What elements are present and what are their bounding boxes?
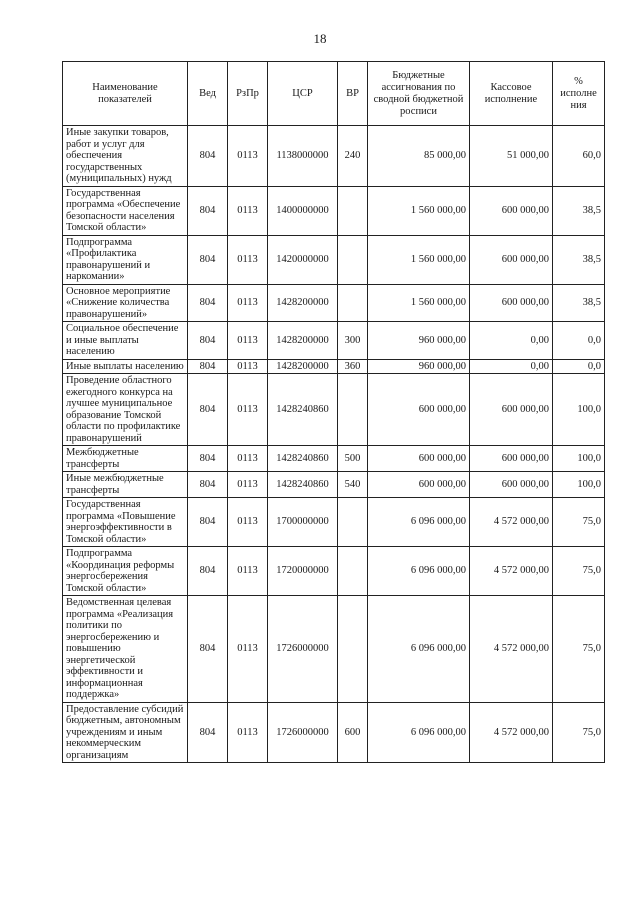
cell-assignments: 1 560 000,00 <box>368 235 470 284</box>
cell-rzpr: 0113 <box>228 596 268 703</box>
cell-vr: 500 <box>338 446 368 472</box>
cell-name: Иные выплаты населению <box>63 359 188 374</box>
cell-rzpr: 0113 <box>228 374 268 446</box>
cell-vr <box>338 547 368 596</box>
cell-cash-execution: 600 000,00 <box>470 472 553 498</box>
table-row <box>63 126 605 187</box>
cell-ved: 804 <box>188 498 228 547</box>
cell-percent-execution: 100,0 <box>553 446 605 472</box>
cell-ved: 804 <box>188 702 228 763</box>
cell-cash-execution: 4 572 000,00 <box>470 702 553 763</box>
cell-rzpr: 0113 <box>228 126 268 187</box>
cell-vr: 300 <box>338 322 368 360</box>
cell-vr <box>338 498 368 547</box>
cell-vr <box>338 186 368 235</box>
cell-csr: 1428240860 <box>268 472 338 498</box>
table-row <box>63 374 605 446</box>
cell-ved: 804 <box>188 186 228 235</box>
cell-cash-execution: 600 000,00 <box>470 284 553 322</box>
table-row <box>63 547 605 596</box>
cell-csr: 1428200000 <box>268 322 338 360</box>
cell-name: Проведение областного ежегодного конкурса на лучшее муниципальное образование Томской области по профилактике правонарушений <box>63 374 188 446</box>
cell-rzpr: 0113 <box>228 498 268 547</box>
cell-name: Межбюджетные трансферты <box>63 446 188 472</box>
cell-vr: 600 <box>338 702 368 763</box>
cell-assignments: 960 000,00 <box>368 359 470 374</box>
table-header-row <box>63 62 605 126</box>
cell-ved: 804 <box>188 547 228 596</box>
cell-name: Основное мероприятие «Снижение количества правонарушений» <box>63 284 188 322</box>
cell-assignments: 85 000,00 <box>368 126 470 187</box>
cell-csr: 1726000000 <box>268 702 338 763</box>
cell-assignments: 1 560 000,00 <box>368 284 470 322</box>
cell-rzpr: 0113 <box>228 446 268 472</box>
cell-cash-execution: 4 572 000,00 <box>470 498 553 547</box>
header-assignments: Бюджетные ассигнования по сводной бюджетной росписи <box>368 62 470 126</box>
cell-ved: 804 <box>188 374 228 446</box>
cell-ved: 804 <box>188 596 228 703</box>
cell-cash-execution: 4 572 000,00 <box>470 596 553 703</box>
cell-ved: 804 <box>188 126 228 187</box>
cell-csr: 1138000000 <box>268 126 338 187</box>
header-percent-execution: % исполне ния <box>553 62 605 126</box>
cell-cash-execution: 0,00 <box>470 322 553 360</box>
cell-rzpr: 0113 <box>228 235 268 284</box>
cell-vr <box>338 284 368 322</box>
cell-name: Иные закупки товаров, работ и услуг для обеспечения государственных (муниципальных) нужд <box>63 126 188 187</box>
cell-percent-execution: 75,0 <box>553 596 605 703</box>
budget-execution-table <box>62 61 605 763</box>
cell-vr <box>338 235 368 284</box>
cell-csr: 1428240860 <box>268 374 338 446</box>
cell-cash-execution: 600 000,00 <box>470 186 553 235</box>
cell-cash-execution: 51 000,00 <box>470 126 553 187</box>
cell-vr <box>338 374 368 446</box>
cell-percent-execution: 38,5 <box>553 284 605 322</box>
cell-rzpr: 0113 <box>228 186 268 235</box>
table-row <box>63 472 605 498</box>
header-ved: Вед <box>188 62 228 126</box>
cell-rzpr: 0113 <box>228 359 268 374</box>
table-row <box>63 498 605 547</box>
cell-csr: 1428200000 <box>268 284 338 322</box>
cell-ved: 804 <box>188 284 228 322</box>
header-cash-execution: Кассовое исполнение <box>470 62 553 126</box>
cell-ved: 804 <box>188 235 228 284</box>
cell-name: Иные межбюджетные трансферты <box>63 472 188 498</box>
table-row <box>63 446 605 472</box>
cell-csr: 1428240860 <box>268 446 338 472</box>
cell-assignments: 600 000,00 <box>368 374 470 446</box>
cell-assignments: 600 000,00 <box>368 446 470 472</box>
cell-assignments: 6 096 000,00 <box>368 547 470 596</box>
cell-ved: 804 <box>188 322 228 360</box>
table-row <box>63 702 605 763</box>
cell-vr <box>338 596 368 703</box>
cell-rzpr: 0113 <box>228 702 268 763</box>
page-number: 18 <box>313 31 327 46</box>
cell-name: Подпрограмма «Профилактика правонарушений и наркомании» <box>63 235 188 284</box>
cell-vr: 540 <box>338 472 368 498</box>
cell-ved: 804 <box>188 472 228 498</box>
cell-percent-execution: 100,0 <box>553 374 605 446</box>
cell-name: Государственная программа «Повышение энергоэффективности в Томской области» <box>63 498 188 547</box>
cell-rzpr: 0113 <box>228 472 268 498</box>
cell-csr: 1700000000 <box>268 498 338 547</box>
cell-percent-execution: 75,0 <box>553 547 605 596</box>
cell-assignments: 960 000,00 <box>368 322 470 360</box>
cell-assignments: 1 560 000,00 <box>368 186 470 235</box>
cell-percent-execution: 75,0 <box>553 498 605 547</box>
cell-name: Ведомственная целевая программа «Реализация политики по энергосбережению и повышению энергетической эффективности и информационная поддержка» <box>63 596 188 703</box>
cell-ved: 804 <box>188 446 228 472</box>
cell-csr: 1420000000 <box>268 235 338 284</box>
cell-percent-execution: 0,0 <box>553 322 605 360</box>
header-csr: ЦСР <box>268 62 338 126</box>
cell-name: Подпрограмма «Координация реформы энергосбережения Томской области» <box>63 547 188 596</box>
cell-percent-execution: 75,0 <box>553 702 605 763</box>
cell-assignments: 6 096 000,00 <box>368 596 470 703</box>
header-vr: ВР <box>338 62 368 126</box>
header-rzpr: РзПр <box>228 62 268 126</box>
table-row <box>63 235 605 284</box>
header-name: Наименование показателей <box>63 62 188 126</box>
cell-name: Государственная программа «Обеспечение безопасности населения Томской области» <box>63 186 188 235</box>
cell-cash-execution: 600 000,00 <box>470 235 553 284</box>
cell-percent-execution: 60,0 <box>553 126 605 187</box>
cell-vr: 240 <box>338 126 368 187</box>
cell-percent-execution: 100,0 <box>553 472 605 498</box>
cell-rzpr: 0113 <box>228 322 268 360</box>
cell-percent-execution: 38,5 <box>553 186 605 235</box>
table-row <box>63 359 605 374</box>
cell-assignments: 6 096 000,00 <box>368 498 470 547</box>
cell-cash-execution: 600 000,00 <box>470 374 553 446</box>
table-row <box>63 186 605 235</box>
table-row <box>63 322 605 360</box>
cell-csr: 1720000000 <box>268 547 338 596</box>
cell-rzpr: 0113 <box>228 547 268 596</box>
table-row <box>63 596 605 703</box>
cell-percent-execution: 38,5 <box>553 235 605 284</box>
table-row <box>63 284 605 322</box>
cell-vr: 360 <box>338 359 368 374</box>
cell-assignments: 600 000,00 <box>368 472 470 498</box>
cell-cash-execution: 600 000,00 <box>470 446 553 472</box>
cell-cash-execution: 0,00 <box>470 359 553 374</box>
cell-ved: 804 <box>188 359 228 374</box>
cell-assignments: 6 096 000,00 <box>368 702 470 763</box>
cell-csr: 1428200000 <box>268 359 338 374</box>
cell-name: Предоставление субсидий бюджетным, автономным учреждениям и иным некоммерческим организациям <box>63 702 188 763</box>
cell-cash-execution: 4 572 000,00 <box>470 547 553 596</box>
cell-rzpr: 0113 <box>228 284 268 322</box>
cell-name: Социальное обеспечение и иные выплаты населению <box>63 322 188 360</box>
cell-percent-execution: 0,0 <box>553 359 605 374</box>
cell-csr: 1400000000 <box>268 186 338 235</box>
cell-csr: 1726000000 <box>268 596 338 703</box>
